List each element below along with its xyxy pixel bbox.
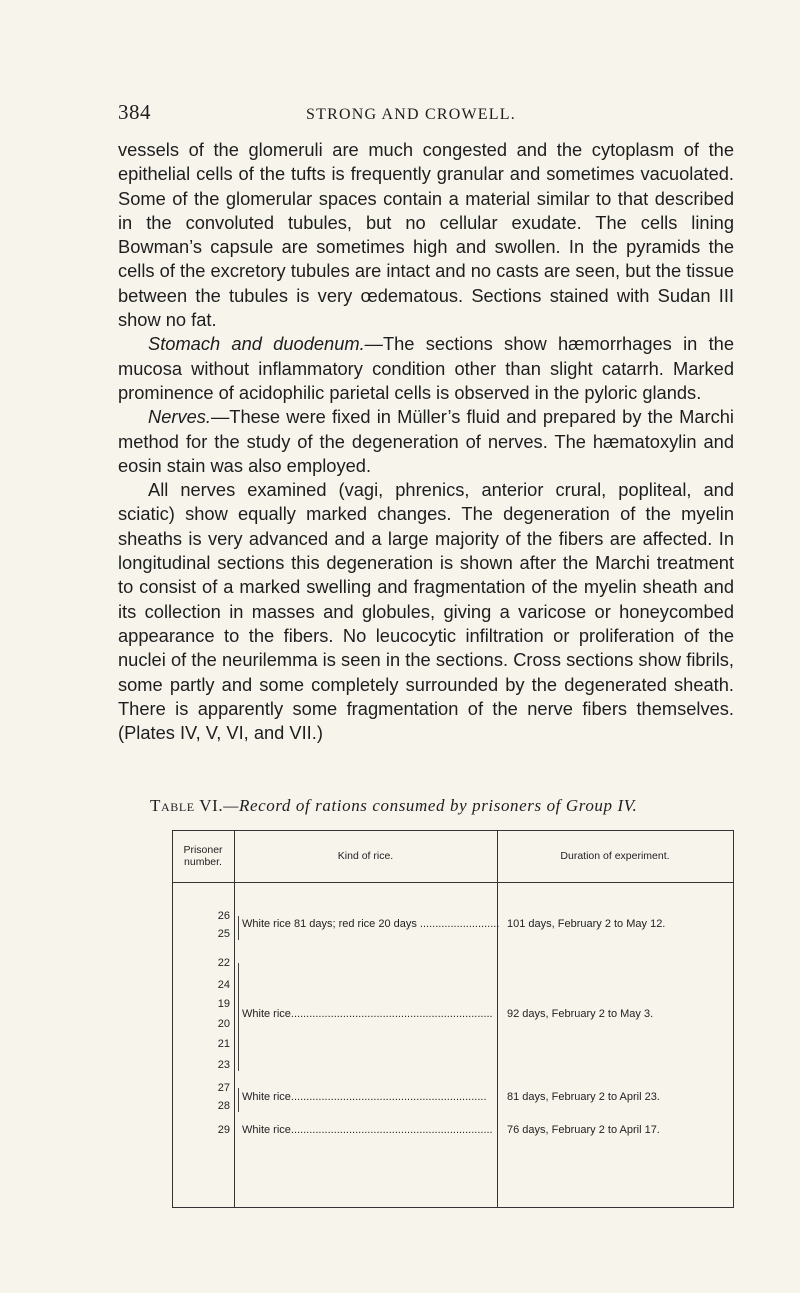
prisoner-number: 20: [217, 1018, 230, 1030]
header-duration: Duration of experiment.: [560, 850, 670, 862]
section-heading-stomach: Stomach and duodenum.: [148, 333, 365, 355]
prisoner-number: 26: [217, 910, 230, 922]
header-kind-of-rice: Kind of rice.: [337, 850, 394, 862]
table-header-rule: [172, 882, 734, 883]
rice-kind: White rice..................................................................: [242, 1124, 493, 1136]
prisoner-number: 22: [217, 957, 230, 969]
group-brace: [235, 1088, 239, 1112]
table-caption-label: Table VI.: [150, 796, 224, 815]
rations-table: [172, 830, 734, 1208]
prisoner-number: 25: [217, 928, 230, 940]
prisoner-number: 21: [217, 1038, 230, 1050]
running-head: STRONG AND CROWELL.: [306, 106, 516, 123]
duration: 92 days, February 2 to May 3.: [507, 1008, 654, 1020]
rice-kind: White rice..................................................................: [242, 1008, 493, 1020]
paragraph-nerve-changes: All nerves examined (vagi, phrenics, anterior crural, popliteal, and sciatic) show equally marked changes. The degeneration of the myelin sheaths is very advanced and a large majority of the fibers are affected. In longitudinal sections this degeneration is shown after the Marchi treatment to consist of a marked swelling and fragmentation of the myelin sheath and its collection in masses and globules, giving a varicose or honeycombed appearance to the fibers. No leucocytic infiltration or proliferation of the nuclei of the neurilemma is seen in the sections. Cross sections show fibrils, some partly and some completely surrounded by the degenerated sheath. There is apparently some fragmentation of the nerve fibers themselves. (Plates IV, V, VI, and VII.): [118, 479, 734, 744]
paragraph-nerves: [118, 405, 734, 478]
dot-leader: ..........................: [416, 918, 500, 930]
prisoner-number: 19: [217, 998, 230, 1010]
prisoner-number: 27: [217, 1082, 230, 1094]
group-brace: [235, 963, 239, 1071]
group-brace: [235, 916, 239, 940]
section-heading-nerves: Nerves.: [148, 406, 211, 428]
dot-leader: ................................................................: [290, 1091, 487, 1103]
table-caption: [150, 796, 790, 816]
paragraph-stomach-text: —The sections show hæmorrhages in the mucosa without inflammatory condition other than slight catarrh. Marked prominence of acidophilic parietal cells is observed in the pyloric glands.: [118, 333, 734, 403]
duration: 81 days, February 2 to April 23.: [507, 1091, 660, 1103]
page-number: 384: [118, 100, 151, 124]
duration: 76 days, February 2 to April 17.: [507, 1124, 660, 1136]
table-border-top: [172, 830, 734, 831]
table-caption-text: —Record of rations consumed by prisoners of Group IV.: [223, 796, 638, 815]
body-text: [118, 138, 734, 745]
prisoner-number: 24: [217, 979, 230, 991]
prisoner-number: 29: [217, 1124, 230, 1136]
table-divider-2: [497, 830, 498, 1208]
prisoner-number: 28: [217, 1100, 230, 1112]
dot-leader: ..................................................................: [290, 1008, 493, 1020]
paragraph-stomach: [118, 332, 734, 405]
duration: 101 days, February 2 to May 12.: [507, 918, 666, 930]
paragraph-nerves-text: —These were fixed in Müller’s fluid and prepared by the Marchi method for the study of the degeneration of nerves. The hæmatoxylin and eosin stain was also employed.: [118, 406, 734, 476]
prisoner-number: 23: [217, 1059, 230, 1071]
rice-kind: White rice................................................................: [242, 1091, 487, 1103]
paragraph-kidney-continued: vessels of the glomeruli are much congested and the cytoplasm of the epithelial cells of the tufts is frequently granular and sometimes vacuolated. Some of the glomerular spaces contain a material similar to that described in the convoluted tubules, but no cellular exudate. The cells lining Bowman’s capsule are sometimes high and swollen. In the pyramids the cells of the excretory tubules are intact and no casts are seen, but the tissue between the tubules is very œdematous. Sections stained with Sudan III show no fat.: [118, 139, 734, 331]
dot-leader: ..................................................................: [290, 1124, 493, 1136]
table-border-right: [733, 830, 734, 1208]
header-prisoner-number: Prisoner number.: [183, 844, 223, 868]
rice-kind: White rice 81 days; red rice 20 days ..........................: [242, 918, 500, 930]
table-border-bottom: [172, 1207, 734, 1208]
